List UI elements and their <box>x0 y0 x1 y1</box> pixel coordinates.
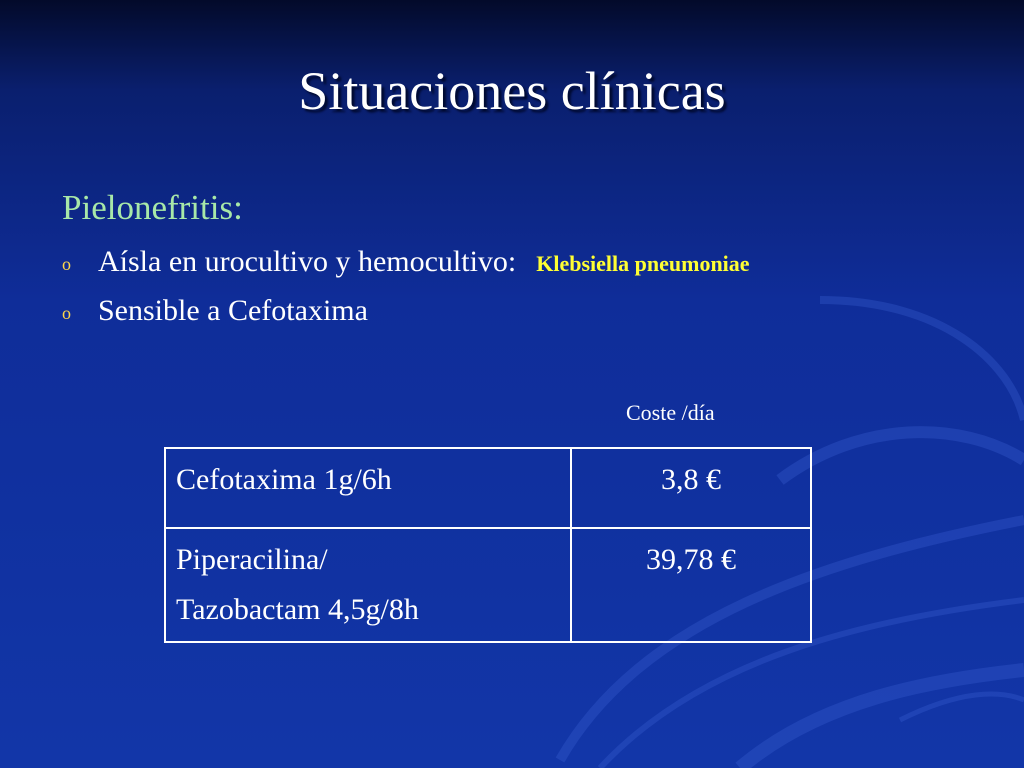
drug-name: Piperacilina/ <box>176 543 328 576</box>
drug-name: Cefotaxima 1g/6h <box>176 463 392 496</box>
cost-column-header: Coste /día <box>626 400 715 425</box>
bullet-text: Aísla en urocultivo y hemocultivo: <box>98 245 517 278</box>
table-row <box>165 528 811 642</box>
bullet-text: Sensible a Cefotaxima <box>98 294 368 327</box>
table-row <box>165 448 811 528</box>
bullet-item-isolation <box>62 245 750 279</box>
drug-cell <box>165 528 571 642</box>
drug-cell <box>165 448 571 528</box>
bullet-item-sensitivity <box>62 294 368 328</box>
cost-table <box>164 447 812 643</box>
organism-highlight: Klebsiella pneumoniae <box>536 251 750 276</box>
slide-title: Situaciones clínicas <box>298 61 726 121</box>
drug-dose: Tazobactam 4,5g/8h <box>176 593 419 626</box>
bullet-marker-icon: o <box>62 253 71 274</box>
cost-cell: 39,78 € <box>571 528 811 642</box>
cost-cell: 3,8 € <box>571 448 811 528</box>
section-heading: Pielonefritis: <box>62 188 243 227</box>
bullet-marker-icon: o <box>62 302 71 323</box>
